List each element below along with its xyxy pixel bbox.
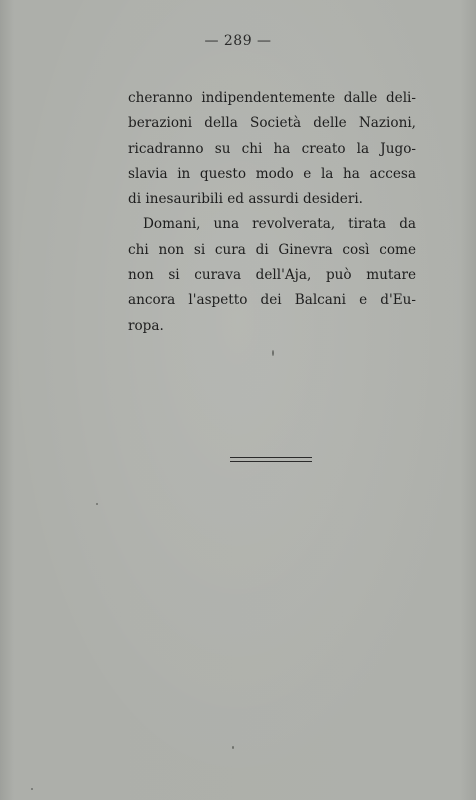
paper-speck	[96, 503, 98, 505]
text-line: chi non si cura di Ginevra così come	[128, 241, 416, 258]
text-line: non si curava dell'Aja, può mutare	[128, 267, 416, 284]
paper-speck	[232, 746, 234, 749]
text-line: di inesauribili ed assurdi desideri.	[128, 191, 363, 208]
text-line: Domani, una revolverata, tirata da	[143, 216, 416, 233]
text-line: ropa.	[128, 317, 164, 334]
section-divider	[230, 457, 312, 462]
page-number: — 289 —	[204, 33, 272, 49]
text-line: slavia in questo modo e la ha accesa	[128, 165, 416, 182]
text-line: berazioni della Società delle Nazioni,	[128, 115, 416, 132]
text-line: ricadranno su chi ha creato la Jugo-	[128, 140, 416, 157]
paper-speck	[31, 788, 33, 790]
paper-speck	[272, 350, 274, 356]
text-line: ancora l'aspetto dei Balcani e d'Eu-	[128, 292, 416, 309]
body-text	[128, 86, 416, 339]
text-line: cheranno indipendentemente dalle deli-	[128, 90, 416, 106]
